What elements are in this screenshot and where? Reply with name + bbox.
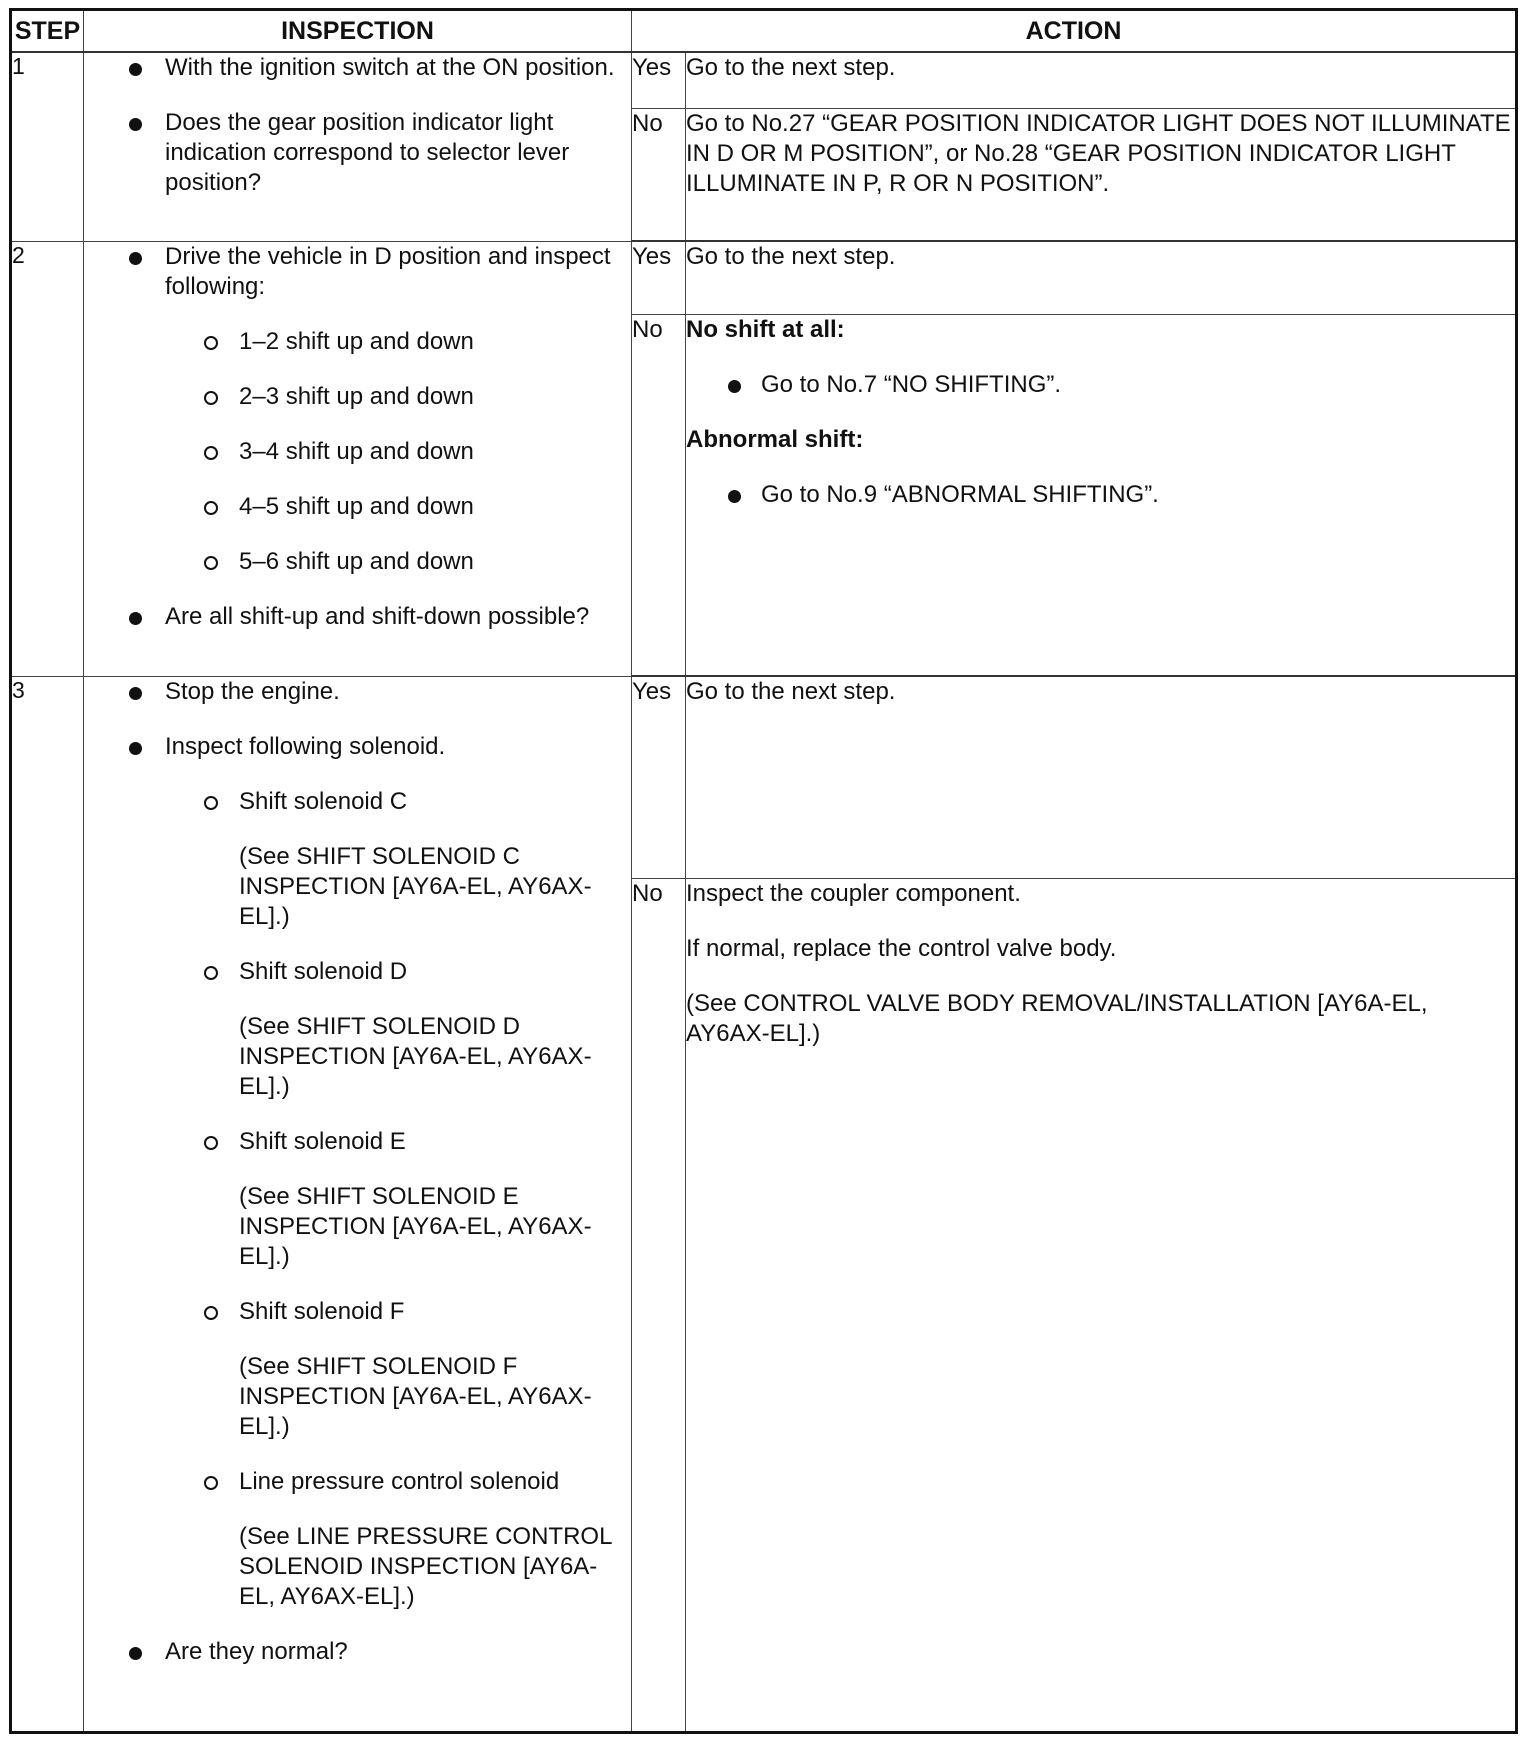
header-step: STEP — [11, 10, 84, 53]
step-2-no-action — [686, 314, 1517, 676]
step-3-no-label: No — [632, 878, 686, 1733]
solenoid-name: Shift solenoid E — [84, 1127, 631, 1157]
step-1-no-action: Go to No.27 “GEAR POSITION INDICATOR LIGHT DOES NOT ILLUMINATE IN D OR M POSITION”, or No.28 “GEAR POSITION INDICATOR LIGHT ILLUMINATE IN P, R OR N POSITION”. — [686, 108, 1517, 241]
step-2-no-bullet-2: Go to No.9 “ABNORMAL SHIFTING”. — [686, 480, 1515, 510]
step-1-yes-label: Yes — [632, 52, 686, 108]
step-2-yes-row — [11, 241, 1517, 314]
step-2-lead: Drive the vehicle in D position and inspect following: — [84, 242, 631, 302]
step-3-yes-action: Go to the next step. — [686, 676, 1517, 878]
step-3-no-line-1: Inspect the coupler component. — [686, 879, 1021, 907]
step-2-sub-item: 3–4 shift up and down — [84, 437, 631, 467]
header-inspection: INSPECTION — [84, 10, 632, 53]
step-3-inspection — [84, 676, 632, 1733]
step-2-no-heading-2: Abnormal shift: — [686, 425, 864, 453]
step-1-no-label: No — [632, 108, 686, 241]
solenoid-name: Shift solenoid C — [84, 787, 631, 817]
solenoid-reference: (See LINE PRESSURE CONTROL SOLENOID INSPECTION [AY6A-EL, AY6AX-EL].) — [239, 1522, 612, 1610]
solenoid-reference: (See SHIFT SOLENOID F INSPECTION [AY6A-EL, AY6AX-EL].) — [239, 1352, 592, 1440]
step-3-no-line-2: If normal, replace the control valve body. — [686, 934, 1117, 962]
diagnostic-table — [9, 8, 1518, 1734]
solenoid-reference: (See SHIFT SOLENOID C INSPECTION [AY6A-EL, AY6AX-EL].) — [239, 842, 592, 930]
step-2-yes-label: Yes — [632, 241, 686, 314]
step-2-inspection — [84, 241, 632, 676]
table-header-row — [11, 10, 1517, 53]
step-2-no-bullet-1: Go to No.7 “NO SHIFTING”. — [686, 370, 1515, 400]
step-2-number: 2 — [11, 241, 84, 676]
step-2-yes-action: Go to the next step. — [686, 241, 1517, 314]
step-1-item-1: With the ignition switch at the ON position. — [84, 53, 631, 83]
step-2-sub-item: 5–6 shift up and down — [84, 547, 631, 577]
step-1-yes-row — [11, 52, 1517, 108]
step-1-number: 1 — [11, 52, 84, 241]
step-3-yes-row — [11, 676, 1517, 878]
step-3-question: Are they normal? — [84, 1637, 631, 1667]
solenoid-reference: (See SHIFT SOLENOID D INSPECTION [AY6A-EL, AY6AX-EL].) — [239, 1012, 592, 1100]
step-2-sub-item: 1–2 shift up and down — [84, 327, 631, 357]
step-2-sub-item: 4–5 shift up and down — [84, 492, 631, 522]
step-1-item-2: Does the gear position indicator light indication correspond to selector lever position? — [84, 108, 631, 198]
header-action: ACTION — [632, 10, 1517, 53]
step-2-no-label: No — [632, 314, 686, 676]
step-1-yes-action: Go to the next step. — [686, 52, 1517, 108]
step-3-no-line-3: (See CONTROL VALVE BODY REMOVAL/INSTALLATION [AY6A-EL, AY6AX-EL].) — [686, 989, 1428, 1047]
step-2-no-heading-1: No shift at all: — [686, 315, 845, 343]
solenoid-name: Shift solenoid D — [84, 957, 631, 987]
step-2-question: Are all shift-up and shift-down possible? — [84, 602, 631, 632]
step-3-yes-label: Yes — [632, 676, 686, 878]
step-1-inspection — [84, 52, 632, 241]
solenoid-name: Line pressure control solenoid — [84, 1467, 631, 1497]
step-3-item-1: Stop the engine. — [84, 677, 631, 707]
step-3-item-2: Inspect following solenoid. — [84, 732, 631, 762]
step-3-number: 3 — [11, 676, 84, 1733]
solenoid-name: Shift solenoid F — [84, 1297, 631, 1327]
step-3-no-action — [686, 878, 1517, 1733]
step-2-sub-item: 2–3 shift up and down — [84, 382, 631, 412]
solenoid-reference: (See SHIFT SOLENOID E INSPECTION [AY6A-EL, AY6AX-EL].) — [239, 1182, 592, 1270]
